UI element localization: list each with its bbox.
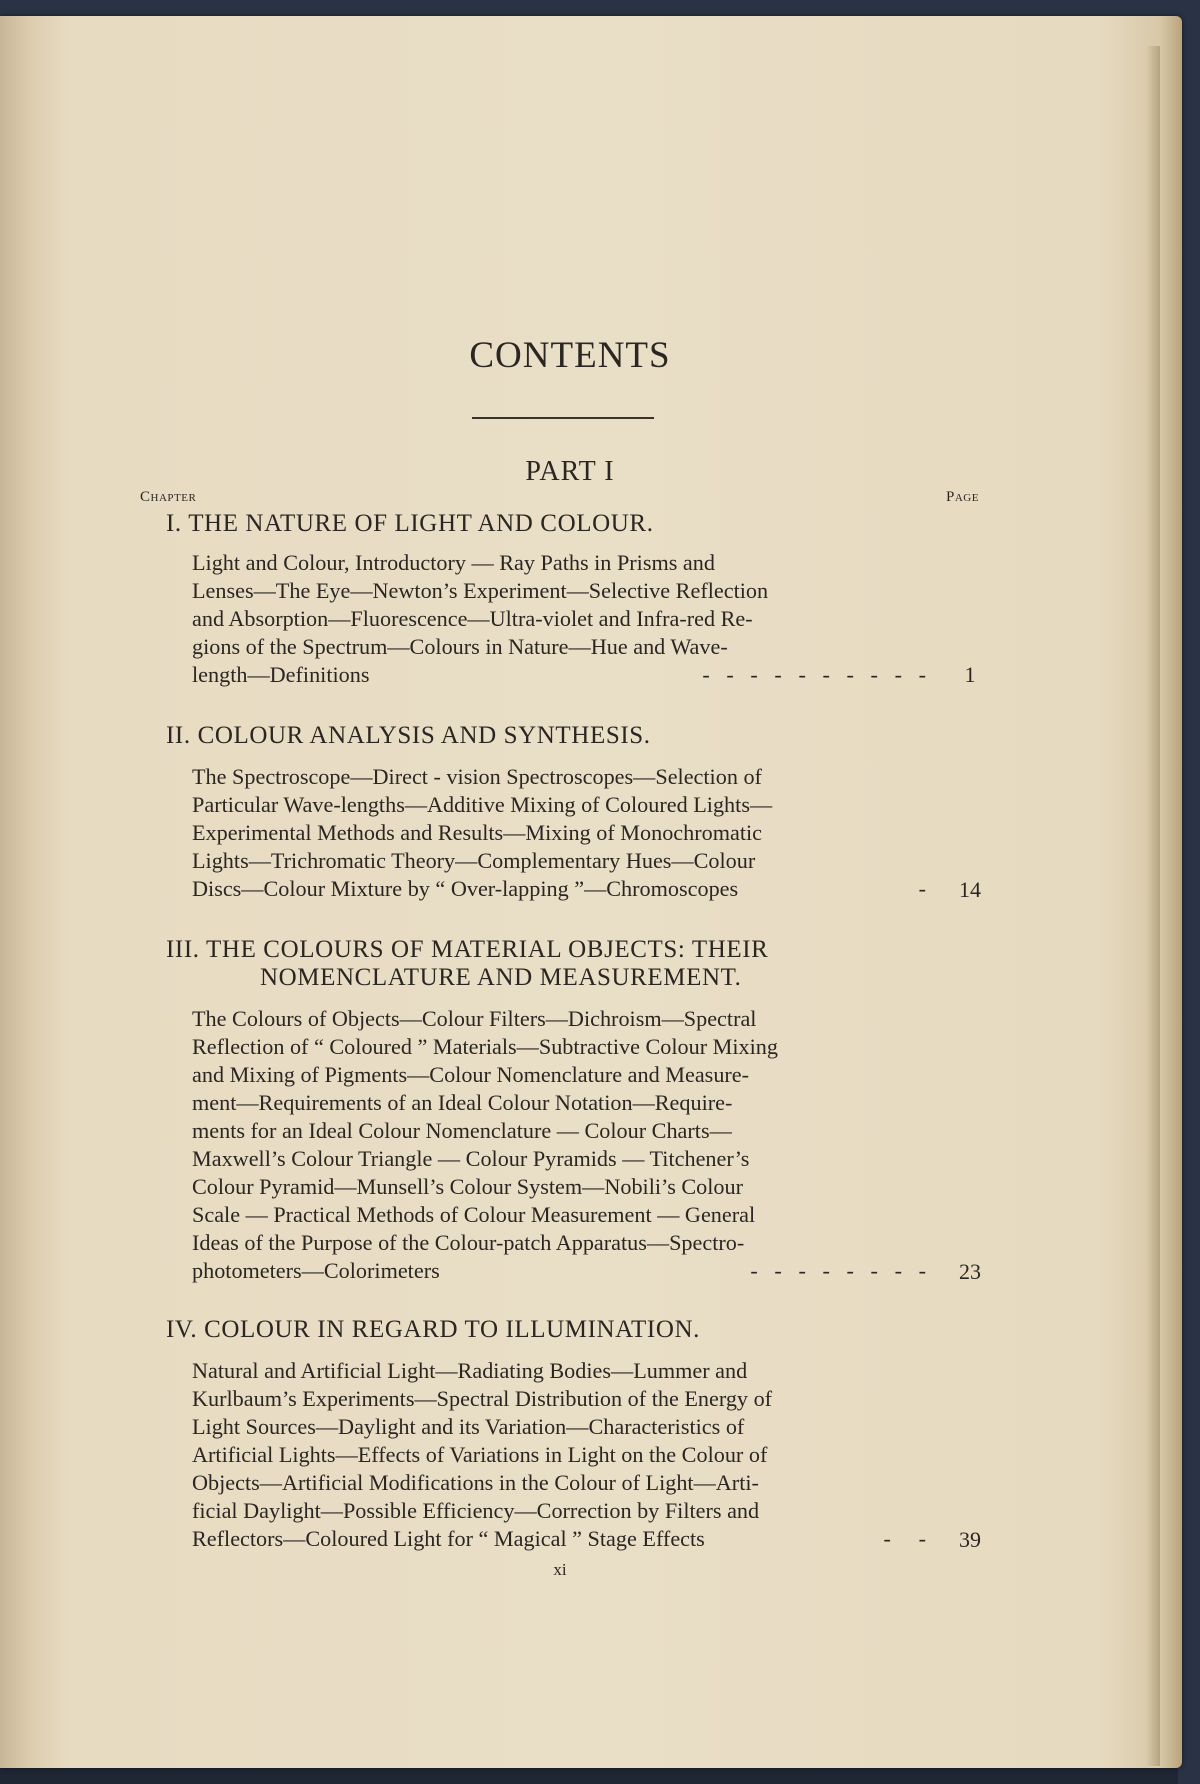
page-number: 1 — [964, 662, 976, 687]
summary-line: Reflection of “ Coloured ” Materials—Subtractive Colour Mixing — [192, 1034, 778, 1059]
page-fold-shadow — [1146, 46, 1160, 1766]
chapter-title — [166, 936, 936, 992]
summary-line: Artificial Lights—Effects of Variations in Light on the Colour of — [192, 1442, 768, 1467]
dot-leader: - - - - - - - - — [750, 1258, 926, 1283]
summary-line: Experimental Methods and Results—Mixing of Monochromatic — [192, 820, 763, 845]
summary-line: and Absorption—Fluorescence—Ultra-violet and Infra-red Re- — [192, 606, 753, 631]
summary-line: gions of the Spectrum—Colours in Nature—Hue and Wave- — [192, 634, 728, 659]
part-heading: PART I — [525, 456, 615, 487]
dot-leader: - — [918, 876, 926, 901]
summary-line: and Mixing of Pigments—Colour Nomenclature and Measure- — [192, 1062, 750, 1087]
summary-line: ment—Requirements of an Ideal Colour Notation—Require- — [192, 1090, 733, 1115]
summary-line: Ideas of the Purpose of the Colour-patch Apparatus—Spectro- — [192, 1230, 745, 1255]
summary-line: ficial Daylight—Possible Efficiency—Correction by Filters and — [192, 1498, 760, 1523]
summary-line: Natural and Artificial Light—Radiating Bodies—Lummer and — [192, 1358, 748, 1383]
summary-line-end: length—Definitions — [192, 662, 370, 687]
page-number: 23 — [959, 1259, 981, 1284]
chapter-title — [166, 722, 936, 750]
chapter-title-line: COLOUR IN REGARD TO ILLUMINATION. — [204, 1316, 701, 1343]
summary-line: Light and Colour, Introductory — Ray Paths in Prisms and — [192, 550, 715, 575]
summary-last-line — [192, 661, 926, 689]
summary-line: Particular Wave-lengths—Additive Mixing of Coloured Lights— — [192, 792, 773, 817]
book-page — [0, 16, 1182, 1768]
summary-line: ments for an Ideal Colour Nomenclature — Colour Charts— — [192, 1118, 732, 1143]
summary-line: Objects—Artificial Modifications in the Colour of Light—Arti- — [192, 1470, 759, 1495]
chapter-summary — [192, 1357, 926, 1553]
page-number: 39 — [959, 1527, 981, 1552]
summary-line: The Colours of Objects—Colour Filters—Dichroism—Spectral — [192, 1006, 757, 1031]
chapter-title-line: NOMENCLATURE AND MEASUREMENT. — [260, 964, 742, 991]
summary-line: Lights—Trichromatic Theory—Complementary Hues—Colour — [192, 848, 756, 873]
summary-line: Scale — Practical Methods of Colour Measurement — General — [192, 1202, 756, 1227]
chapter-summary — [192, 549, 926, 689]
chapter-title — [166, 510, 936, 538]
page-number: 14 — [959, 877, 981, 902]
chapter-title-line: COLOUR ANALYSIS AND SYNTHESIS. — [197, 722, 651, 749]
dot-leader: - - - - - - - - - - — [702, 662, 926, 687]
chapter-number: II. — [166, 722, 191, 749]
chapter-summary — [192, 763, 926, 903]
chapter-column-label: Chapter — [140, 489, 197, 505]
chapter-number: I. — [166, 510, 182, 537]
page-folio: xi — [553, 1560, 567, 1579]
contents-heading: CONTENTS — [469, 335, 671, 376]
summary-line: The Spectroscope—Direct - vision Spectroscopes—Selection of — [192, 764, 762, 789]
summary-last-line — [192, 875, 926, 903]
chapter-summary — [192, 1005, 926, 1285]
dot-leader: - - — [883, 1526, 926, 1551]
chapter-title-line: THE COLOURS OF MATERIAL OBJECTS: THEIR — [206, 936, 769, 963]
summary-line-end: Discs—Colour Mixture by “ Over-lapping ”—Chromoscopes — [192, 876, 739, 901]
summary-line-end: photometers—Colorimeters — [192, 1258, 440, 1283]
page-column-label: Page — [946, 489, 979, 505]
summary-line: Light Sources—Daylight and its Variation—Characteristics of — [192, 1414, 745, 1439]
chapter-title — [166, 1316, 936, 1344]
summary-line: Kurlbaum’s Experiments—Spectral Distribution of the Energy of — [192, 1386, 773, 1411]
summary-line: Lenses—The Eye—Newton’s Experiment—Selective Reflection — [192, 578, 769, 603]
summary-last-line — [192, 1525, 926, 1553]
summary-line-end: Reflectors—Coloured Light for “ Magical ” Stage Effects — [192, 1526, 705, 1551]
summary-line: Maxwell’s Colour Triangle — Colour Pyramids — Titchener’s — [192, 1146, 750, 1171]
chapter-title-line: THE NATURE OF LIGHT AND COLOUR. — [188, 510, 654, 537]
summary-last-line — [192, 1257, 926, 1285]
chapter-number: IV. — [166, 1316, 198, 1343]
chapter-number: III. — [166, 936, 200, 963]
summary-line: Colour Pyramid—Munsell’s Colour System—Nobili’s Colour — [192, 1174, 744, 1199]
heading-rule — [472, 417, 654, 419]
